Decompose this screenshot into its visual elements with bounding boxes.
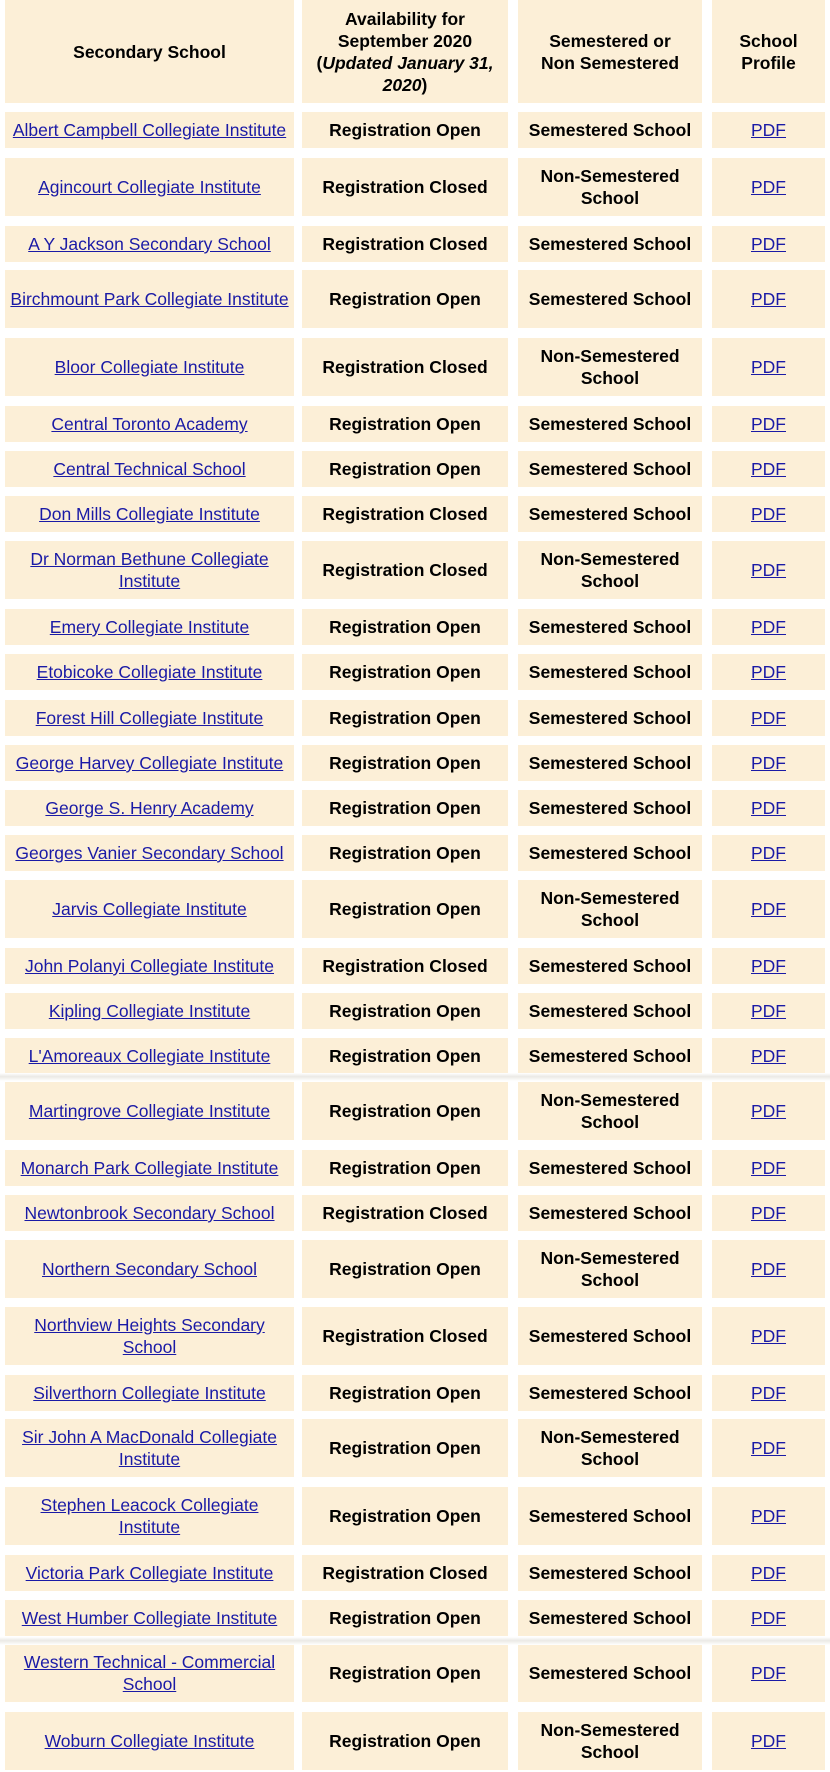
school-profile-cell [712, 745, 825, 781]
school-name-link[interactable]: West Humber Collegiate Institute [21, 1608, 278, 1628]
school-profile-pdf-link[interactable]: PDF [751, 1438, 786, 1458]
availability-status: Registration Open [329, 1663, 481, 1683]
availability-status: Registration Closed [322, 1203, 488, 1223]
table-row [0, 1307, 830, 1365]
school-profile-cell [712, 654, 825, 690]
availability-status: Registration Closed [322, 234, 488, 254]
semester-type-cell [518, 654, 702, 690]
school-name-cell [5, 654, 294, 690]
availability-status: Registration Closed [322, 177, 488, 197]
school-profile-cell [712, 270, 825, 328]
semester-type-cell [518, 406, 702, 442]
school-name-cell [5, 1082, 294, 1140]
header-availability-line2: September 2020 [337, 30, 473, 51]
semester-type-cell [518, 1307, 702, 1365]
school-name-cell [5, 1038, 294, 1074]
school-name-link[interactable]: Northview Heights Secondary School [34, 1315, 265, 1357]
availability-cell [302, 1240, 508, 1298]
table-row [0, 1240, 830, 1298]
availability-cell [302, 1082, 508, 1140]
availability-cell [302, 1195, 508, 1231]
semester-type: Semestered School [528, 1326, 692, 1346]
school-profile-cell [712, 1150, 825, 1186]
availability-cell [302, 1375, 508, 1411]
semester-type: Non-Semestered School [540, 1427, 680, 1469]
table-row [0, 1375, 830, 1411]
header-semestered [518, 0, 702, 103]
school-name-link[interactable]: Martingrove Collegiate Institute [28, 1101, 271, 1121]
school-name-link[interactable]: Western Technical - Commercial School [23, 1652, 276, 1694]
table-row [0, 158, 830, 216]
school-name-link[interactable]: Northern Secondary School [42, 1259, 257, 1279]
school-profile-cell [712, 1600, 825, 1636]
semester-type: Semestered School [528, 459, 692, 479]
availability-cell [302, 451, 508, 487]
semester-type-cell [518, 993, 702, 1029]
school-profile-pdf-link[interactable]: PDF [751, 504, 786, 524]
semester-type: Non-Semestered School [540, 1248, 680, 1290]
school-profile-pdf-link[interactable]: PDF [751, 1731, 786, 1751]
school-name-link[interactable]: Silverthorn Collegiate Institute [33, 1383, 266, 1403]
semester-type: Semestered School [528, 1506, 692, 1526]
semester-type-cell [518, 1375, 702, 1411]
semester-type: Semestered School [528, 1608, 692, 1628]
availability-cell [302, 496, 508, 532]
availability-cell [302, 790, 508, 826]
school-profile-cell [712, 1487, 825, 1545]
table-row [0, 338, 830, 396]
school-profile-pdf-link[interactable]: PDF [751, 1158, 786, 1178]
school-name-link[interactable]: George S. Henry Academy [45, 798, 254, 818]
availability-cell [302, 158, 508, 216]
table-header [0, 0, 830, 103]
school-profile-cell [712, 609, 825, 645]
school-profile-pdf-link[interactable]: PDF [751, 1101, 786, 1121]
semester-type-cell [518, 1240, 702, 1298]
semester-type-cell [518, 226, 702, 262]
school-profile-pdf-link[interactable]: PDF [751, 1608, 786, 1628]
table-row [0, 835, 830, 871]
school-name-cell [5, 745, 294, 781]
school-profile-pdf-link[interactable]: PDF [751, 1383, 786, 1403]
availability-status: Registration Open [329, 289, 481, 309]
school-profile-cell [712, 451, 825, 487]
semester-type: Semestered School [528, 798, 692, 818]
availability-status: Registration Open [329, 899, 481, 919]
semester-type-cell [518, 496, 702, 532]
school-name-link[interactable]: George Harvey Collegiate Institute [15, 753, 284, 773]
semester-type: Semestered School [528, 504, 692, 524]
semester-type: Non-Semestered School [540, 549, 680, 591]
table-row [0, 406, 830, 442]
semester-type-cell [518, 1487, 702, 1545]
availability-status: Registration Open [329, 120, 481, 140]
table-row [0, 654, 830, 690]
semester-type: Semestered School [528, 1383, 692, 1403]
semester-type: Semestered School [528, 234, 692, 254]
header-secondary-school [5, 0, 294, 103]
availability-cell [302, 745, 508, 781]
availability-status: Registration Open [329, 1731, 481, 1751]
semester-type-cell [518, 1150, 702, 1186]
school-name-link[interactable]: Agincourt Collegiate Institute [38, 177, 261, 197]
availability-cell [302, 406, 508, 442]
school-name-link[interactable]: Victoria Park Collegiate Institute [25, 1563, 274, 1583]
semester-type: Semestered School [528, 1001, 692, 1021]
school-profile-cell [712, 1307, 825, 1365]
table-row [0, 700, 830, 736]
availability-cell [302, 993, 508, 1029]
school-name-link[interactable]: Birchmount Park Collegiate Institute [10, 289, 289, 309]
availability-cell [302, 880, 508, 938]
school-name-link[interactable]: Central Technical School [53, 459, 246, 479]
availability-status: Registration Closed [322, 956, 488, 976]
school-profile-cell [712, 1082, 825, 1140]
school-name-link[interactable]: Woburn Collegiate Institute [44, 1731, 255, 1751]
semester-type-cell [518, 1195, 702, 1231]
school-name-link[interactable]: Newtonbrook Secondary School [24, 1203, 275, 1223]
school-profile-pdf-link[interactable]: PDF [751, 1506, 786, 1526]
school-name-cell [5, 1375, 294, 1411]
table-row [0, 1419, 830, 1477]
availability-status: Registration Closed [322, 357, 488, 377]
semester-type-cell [518, 1600, 702, 1636]
school-profile-pdf-link[interactable]: PDF [751, 708, 786, 728]
school-name-cell [5, 993, 294, 1029]
semester-type: Non-Semestered School [540, 1720, 680, 1762]
availability-cell [302, 226, 508, 262]
semester-type: Semestered School [528, 617, 692, 637]
school-name-cell [5, 338, 294, 396]
semester-type-cell [518, 451, 702, 487]
school-name-cell [5, 1644, 294, 1702]
school-name-link[interactable]: John Polanyi Collegiate Institute [24, 956, 275, 976]
availability-status: Registration Open [329, 753, 481, 773]
school-profile-pdf-link[interactable]: PDF [751, 120, 786, 140]
availability-status: Registration Open [329, 1438, 481, 1458]
school-name-cell [5, 270, 294, 328]
school-profile-cell [712, 1038, 825, 1074]
table-row [0, 1150, 830, 1186]
semester-type: Semestered School [528, 956, 692, 976]
availability-cell [302, 1644, 508, 1702]
row-divider [0, 1073, 830, 1081]
table-row [0, 496, 830, 532]
school-profile-pdf-link[interactable]: PDF [751, 289, 786, 309]
school-profile-cell [712, 1195, 825, 1231]
school-profile-cell [712, 993, 825, 1029]
school-name-link[interactable]: Emery Collegiate Institute [49, 617, 250, 637]
availability-cell [302, 609, 508, 645]
school-name-link[interactable]: Monarch Park Collegiate Institute [20, 1158, 279, 1178]
semester-type: Semestered School [528, 753, 692, 773]
semester-type-cell [518, 948, 702, 984]
semester-type-cell [518, 112, 702, 148]
header-semestered-label: Semestered or Non Semestered [540, 30, 680, 73]
school-name-cell [5, 1240, 294, 1298]
availability-cell [302, 1419, 508, 1477]
school-name-link[interactable]: Sir John A MacDonald Collegiate Institute [22, 1427, 277, 1469]
school-name-cell [5, 496, 294, 532]
semester-type: Semestered School [528, 120, 692, 140]
availability-status: Registration Open [329, 1001, 481, 1021]
school-name-cell [5, 609, 294, 645]
school-profile-cell [712, 112, 825, 148]
school-name-cell [5, 1150, 294, 1186]
school-profile-pdf-link[interactable]: PDF [751, 177, 786, 197]
school-profile-cell [712, 790, 825, 826]
school-name-link[interactable]: Jarvis Collegiate Institute [52, 899, 247, 919]
availability-status: Registration Open [329, 1383, 481, 1403]
table-row [0, 1600, 830, 1636]
school-name-cell [5, 1600, 294, 1636]
school-name-link[interactable]: Georges Vanier Secondary School [15, 843, 284, 863]
school-profile-cell [712, 700, 825, 736]
school-name-cell [5, 1712, 294, 1770]
availability-status: Registration Open [329, 1101, 481, 1121]
availability-cell [302, 948, 508, 984]
semester-type-cell [518, 745, 702, 781]
school-profile-cell [712, 948, 825, 984]
semester-type: Semestered School [528, 414, 692, 434]
semester-type-cell [518, 270, 702, 328]
school-profile-cell [712, 1644, 825, 1702]
semester-type: Semestered School [528, 1563, 692, 1583]
availability-cell [302, 654, 508, 690]
school-profile-pdf-link[interactable]: PDF [751, 753, 786, 773]
availability-cell [302, 700, 508, 736]
school-profile-pdf-link[interactable]: PDF [751, 1001, 786, 1021]
school-profile-cell [712, 338, 825, 396]
availability-cell [302, 1555, 508, 1591]
availability-status: Registration Open [329, 1608, 481, 1628]
availability-cell [302, 835, 508, 871]
availability-status: Registration Open [329, 1046, 481, 1066]
availability-status: Registration Closed [322, 1563, 488, 1583]
availability-status: Registration Open [329, 708, 481, 728]
semester-type: Non-Semestered School [540, 888, 680, 930]
header-school-profile [712, 0, 825, 103]
availability-cell [302, 1150, 508, 1186]
school-profile-pdf-link[interactable]: PDF [751, 617, 786, 637]
school-profile-pdf-link[interactable]: PDF [751, 1046, 786, 1066]
table-row [0, 1712, 830, 1770]
table-row [0, 948, 830, 984]
semester-type-cell [518, 1082, 702, 1140]
availability-cell [302, 1600, 508, 1636]
availability-cell [302, 338, 508, 396]
semester-type: Semestered School [528, 708, 692, 728]
school-profile-pdf-link[interactable]: PDF [751, 843, 786, 863]
table-row [0, 745, 830, 781]
school-profile-cell [712, 496, 825, 532]
school-profile-pdf-link[interactable]: PDF [751, 1203, 786, 1223]
semester-type: Non-Semestered School [540, 1090, 680, 1132]
availability-cell [302, 1487, 508, 1545]
semester-type-cell [518, 835, 702, 871]
school-name-cell [5, 226, 294, 262]
header-secondary-school-label: Secondary School [73, 41, 226, 62]
school-name-link[interactable]: Don Mills Collegiate Institute [39, 504, 260, 524]
semester-type-cell [518, 880, 702, 938]
school-profile-pdf-link[interactable]: PDF [751, 899, 786, 919]
availability-cell [302, 1307, 508, 1365]
school-profile-cell [712, 880, 825, 938]
semester-type-cell [518, 158, 702, 216]
availability-cell [302, 1038, 508, 1074]
availability-status: Registration Open [329, 1506, 481, 1526]
school-profile-pdf-link[interactable]: PDF [751, 662, 786, 682]
semester-type-cell [518, 790, 702, 826]
table-row [0, 1082, 830, 1140]
table-row [0, 1487, 830, 1545]
school-profile-cell [712, 835, 825, 871]
semester-type: Non-Semestered School [540, 166, 680, 208]
school-profile-cell [712, 406, 825, 442]
availability-status: Registration Open [329, 459, 481, 479]
semester-type: Semestered School [528, 1663, 692, 1683]
school-profile-pdf-link[interactable]: PDF [751, 1326, 786, 1346]
school-name-link[interactable]: Dr Norman Bethune Collegiate Institute [30, 549, 269, 591]
semester-type-cell [518, 1712, 702, 1770]
semester-type-cell [518, 609, 702, 645]
semester-type: Semestered School [528, 1203, 692, 1223]
availability-status: Registration Open [329, 843, 481, 863]
availability-status: Registration Closed [322, 1326, 488, 1346]
school-name-link[interactable]: Forest Hill Collegiate Institute [35, 708, 264, 728]
table-row [0, 880, 830, 938]
table-row [0, 226, 830, 262]
school-profile-cell [712, 541, 825, 599]
header-availability [302, 0, 508, 103]
school-profile-cell [712, 158, 825, 216]
school-profile-cell [712, 1555, 825, 1591]
school-profile-pdf-link[interactable]: PDF [751, 956, 786, 976]
semester-type: Semestered School [528, 1158, 692, 1178]
school-name-cell [5, 1487, 294, 1545]
school-name-cell [5, 541, 294, 599]
school-name-cell [5, 1419, 294, 1477]
availability-cell [302, 270, 508, 328]
semester-type: Semestered School [528, 843, 692, 863]
availability-status: Registration Open [329, 662, 481, 682]
semester-type-cell [518, 1419, 702, 1477]
semester-type-cell [518, 541, 702, 599]
semester-type: Semestered School [528, 289, 692, 309]
school-name-cell [5, 406, 294, 442]
table-row [0, 1555, 830, 1591]
school-profile-cell [712, 1712, 825, 1770]
school-profile-pdf-link[interactable]: PDF [751, 1259, 786, 1279]
semester-type: Non-Semestered School [540, 346, 680, 388]
availability-status: Registration Open [329, 1158, 481, 1178]
availability-cell [302, 541, 508, 599]
table-row [0, 112, 830, 148]
school-name-cell [5, 112, 294, 148]
school-profile-pdf-link[interactable]: PDF [751, 798, 786, 818]
school-profile-pdf-link[interactable]: PDF [751, 1663, 786, 1683]
school-name-link[interactable]: Kipling Collegiate Institute [48, 1001, 251, 1021]
table-row [0, 790, 830, 826]
school-name-cell [5, 451, 294, 487]
availability-status: Registration Open [329, 798, 481, 818]
school-profile-pdf-link[interactable]: PDF [751, 234, 786, 254]
availability-status: Registration Open [329, 414, 481, 434]
school-profile-pdf-link[interactable]: PDF [751, 560, 786, 580]
school-name-link[interactable]: Central Toronto Academy [51, 414, 248, 434]
row-divider [0, 1637, 830, 1645]
school-profile-cell [712, 1419, 825, 1477]
semester-type-cell [518, 1555, 702, 1591]
school-name-link[interactable]: Etobicoke Collegiate Institute [36, 662, 263, 682]
school-profile-pdf-link[interactable]: PDF [751, 1563, 786, 1583]
school-profile-pdf-link[interactable]: PDF [751, 414, 786, 434]
school-name-link[interactable]: Stephen Leacock Collegiate Institute [40, 1495, 259, 1537]
school-profile-cell [712, 1375, 825, 1411]
school-name-cell [5, 158, 294, 216]
header-availability-updated: Updated January 31, 2020 [322, 52, 494, 95]
school-name-link[interactable]: Bloor Collegiate Institute [54, 357, 245, 377]
table-row [0, 993, 830, 1029]
availability-status: Registration Closed [322, 560, 488, 580]
table-row [0, 451, 830, 487]
semester-type-cell [518, 700, 702, 736]
table-row [0, 1644, 830, 1702]
header-school-profile-label: School Profile [739, 30, 798, 73]
semester-type-cell [518, 338, 702, 396]
table-row [0, 1038, 830, 1074]
school-name-link[interactable]: A Y Jackson Secondary School [28, 234, 271, 254]
table-row [0, 609, 830, 645]
semester-type: Semestered School [528, 662, 692, 682]
school-profile-pdf-link[interactable]: PDF [751, 459, 786, 479]
availability-cell [302, 1712, 508, 1770]
table-row [0, 541, 830, 599]
school-profile-cell [712, 226, 825, 262]
school-name-cell [5, 880, 294, 938]
availability-status: Registration Open [329, 1259, 481, 1279]
availability-cell [302, 112, 508, 148]
school-name-cell [5, 1307, 294, 1365]
semester-type-cell [518, 1038, 702, 1074]
school-name-link[interactable]: L'Amoreaux Collegiate Institute [28, 1046, 271, 1066]
school-name-cell [5, 948, 294, 984]
semester-type: Semestered School [528, 1046, 692, 1066]
table-row [0, 1195, 830, 1231]
school-name-cell [5, 1555, 294, 1591]
school-name-cell [5, 1195, 294, 1231]
school-profile-pdf-link[interactable]: PDF [751, 357, 786, 377]
header-availability-line1: Availability for [345, 8, 465, 29]
school-name-link[interactable]: Albert Campbell Collegiate Institute [12, 120, 287, 140]
school-name-cell [5, 700, 294, 736]
semester-type-cell [518, 1644, 702, 1702]
header-availability-label: Availability for September 2020 (Updated January 31, 2020) [316, 8, 494, 95]
table-row [0, 270, 830, 328]
school-name-cell [5, 835, 294, 871]
school-name-cell [5, 790, 294, 826]
availability-status: Registration Open [329, 617, 481, 637]
school-profile-cell [712, 1240, 825, 1298]
availability-status: Registration Closed [322, 504, 488, 524]
